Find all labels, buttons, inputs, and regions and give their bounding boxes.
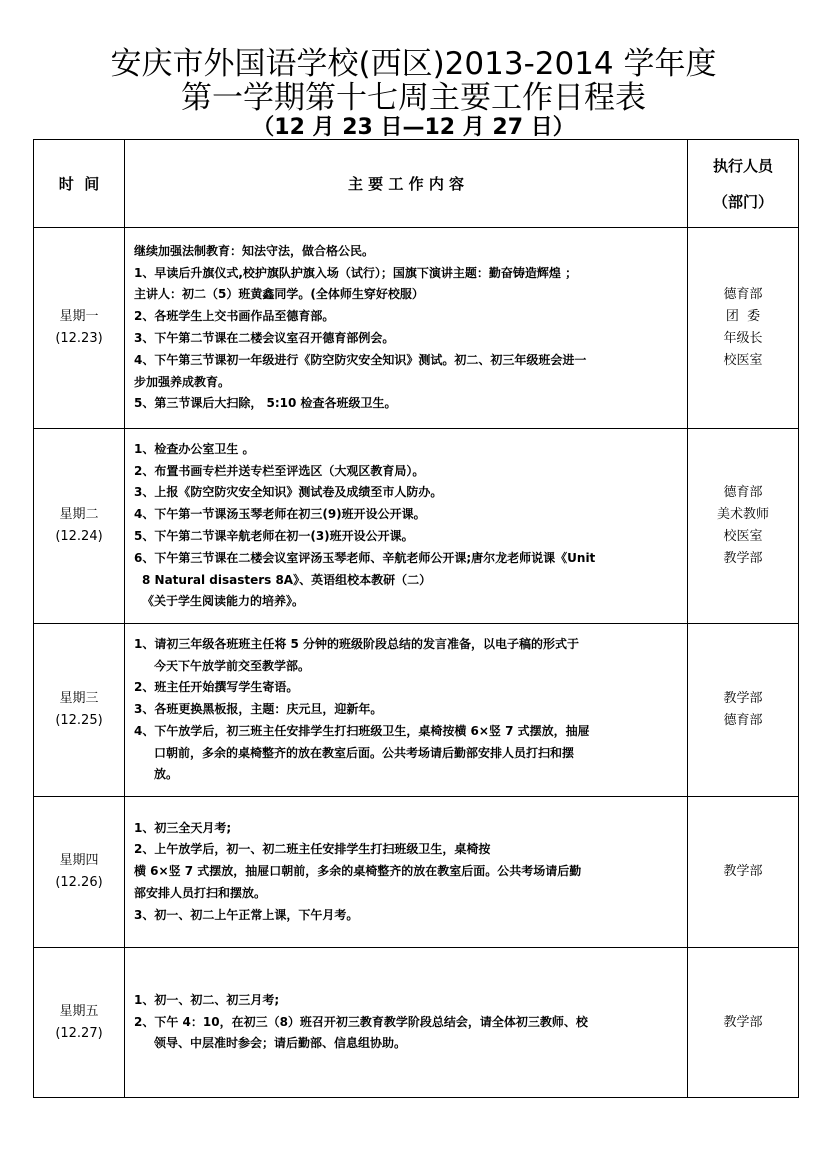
content-line: 1、初一、初二、初三月考;	[134, 992, 280, 1007]
content-line: 4、下午第三节课初一年级进行《防空防灾安全知识》测试。初二、初三年级班会进一	[134, 352, 587, 367]
content-line: 3、各班更换黑板报，主题：庆元旦，迎新年。	[134, 702, 383, 717]
exec-cell	[688, 624, 799, 797]
table-row	[34, 797, 799, 948]
exec-dept: 德育部	[723, 287, 763, 302]
content-line: 1、请初三年级各班班主任将 5 分钟的班级阶段总结的发言准备，以电子稿的形式于	[134, 636, 580, 651]
day-name: 星期三	[59, 691, 99, 706]
content-line: 1、初三全天月考;	[134, 820, 232, 835]
content-line: 5、第三节课后大扫除， 5:10 检查各班级卫生。	[134, 396, 397, 411]
content-cell	[125, 797, 688, 948]
day-date: (12.25)	[55, 713, 103, 728]
day-cell	[34, 429, 125, 624]
day-name: 星期一	[59, 309, 99, 324]
content-line: 2、上午放学后，初一、初二班主任安排学生打扫班级卫生，桌椅按	[134, 842, 491, 857]
content-line: 今天下午放学前交至教学部。	[154, 658, 311, 673]
content-line: 2、各班学生上交书画作品至德育部。	[134, 309, 335, 324]
exec-dept: 德育部	[723, 713, 763, 728]
content-line: 2、下午 4：10，在初三（8）班召开初三教育教学阶段总结会，请全体初三教师、校	[134, 1014, 588, 1029]
day-date: (12.24)	[55, 529, 103, 544]
exec-cell	[688, 429, 799, 624]
exec-dept: 校医室	[723, 353, 763, 368]
document-title-line1: 安庆市外国语学校(西区)2013-2014 学年度	[110, 46, 717, 82]
exec-cell	[688, 797, 799, 948]
content-line: 领导、中层准时参会；请后勤部、信息组协助。	[154, 1036, 407, 1051]
day-name: 星期五	[59, 1003, 99, 1019]
table-row	[34, 624, 799, 797]
content-line: 1、早读后升旗仪式,校护旗队护旗入场（试行）；国旗下演讲主题：勤奋铸造辉煌 ；	[134, 265, 578, 280]
exec-cell	[688, 948, 799, 1098]
day-cell	[34, 624, 125, 797]
content-line: 6、下午第三节课在二楼会议室评汤玉琴老师、辛航老师公开课;唐尔龙老师说课《Unit	[134, 550, 596, 565]
content-line: 《关于学生阅读能力的培养》。	[142, 594, 305, 609]
content-line: 3、下午第二节课在二楼会议室召开德育部例会。	[134, 331, 395, 345]
header-exec-line2: （部门）	[712, 192, 773, 211]
content-cell	[125, 948, 688, 1098]
exec-dept: 教学部	[723, 864, 763, 879]
header-time: 时 间	[34, 140, 125, 228]
content-line: 1、检查办公室卫生 。	[134, 441, 255, 456]
day-date: (12.26)	[55, 875, 103, 890]
content-line: 5、下午第二节课辛航老师在初一(3)班开设公开课。	[134, 529, 414, 543]
content-line: 2、班主任开始撰写学生寄语。	[134, 680, 299, 695]
header-exec-line1: 执行人员	[712, 156, 773, 175]
table-header-row	[34, 140, 799, 228]
content-line: 步加强养成教育。	[134, 374, 231, 389]
content-cell	[125, 429, 688, 624]
day-cell	[34, 948, 125, 1098]
header-exec	[688, 140, 799, 228]
exec-dept: 年级长	[723, 331, 763, 346]
content-line: 横 6×竖 7 式摆放，抽屉口朝前，多余的桌椅整齐的放在教室后面。公共考场请后勤	[134, 864, 582, 879]
header-content: 主 要 工 作 内 容	[125, 140, 688, 228]
content-line: 4、下午第一节课汤玉琴老师在初三(9)班开设公开课。	[134, 507, 426, 522]
exec-dept: 教学部	[723, 1014, 763, 1030]
content-line: 主讲人：初二（5）班黄鑫同学。(全体师生穿好校服）	[134, 287, 424, 302]
day-cell	[34, 797, 125, 948]
exec-dept: 德育部	[723, 485, 763, 500]
content-line: 3、上报《防空防灾安全知识》测试卷及成绩至市人防办。	[134, 485, 443, 500]
content-line: 3、初一、初二上午正常上课，下午月考。	[134, 907, 359, 922]
content-line: 8 Natural disasters 8A》、英语组校本教研（二）	[142, 572, 432, 587]
exec-cell	[688, 228, 799, 429]
exec-dept: 团 委	[725, 309, 761, 324]
day-name: 星期二	[59, 507, 99, 522]
document-title-line2: 第一学期第十七周主要工作日程表	[181, 80, 646, 116]
day-name: 星期四	[59, 853, 99, 868]
day-cell	[34, 228, 125, 429]
date-range: （12 月 23 日—12 月 27 日）	[252, 115, 575, 140]
content-line: 部安排人员打扫和摆放。	[134, 885, 267, 900]
day-date: (12.23)	[55, 331, 103, 346]
schedule-table	[33, 139, 799, 1098]
content-line: 继续加强法制教育：知法守法，做合格公民。	[134, 243, 375, 258]
content-line: 4、下午放学后，初三班主任安排学生打扫班级卫生，桌椅按横 6×竖 7 式摆放，抽屉	[134, 723, 590, 738]
content-line: 口朝前，多余的桌椅整齐的放在教室后面。公共考场请后勤部安排人员打扫和摆	[154, 745, 575, 760]
table-row	[34, 948, 799, 1098]
content-cell	[125, 624, 688, 797]
table-row	[34, 228, 799, 429]
content-line: 放。	[154, 767, 179, 782]
exec-dept: 校医室	[723, 529, 763, 544]
exec-dept: 美术教师	[716, 507, 769, 522]
content-line: 2、布置书画专栏并送专栏至评选区（大观区教育局）。	[134, 463, 425, 478]
day-date: (12.27)	[55, 1025, 103, 1041]
exec-dept: 教学部	[723, 551, 763, 566]
table-row	[34, 429, 799, 624]
content-cell	[125, 228, 688, 429]
exec-dept: 教学部	[723, 691, 763, 706]
